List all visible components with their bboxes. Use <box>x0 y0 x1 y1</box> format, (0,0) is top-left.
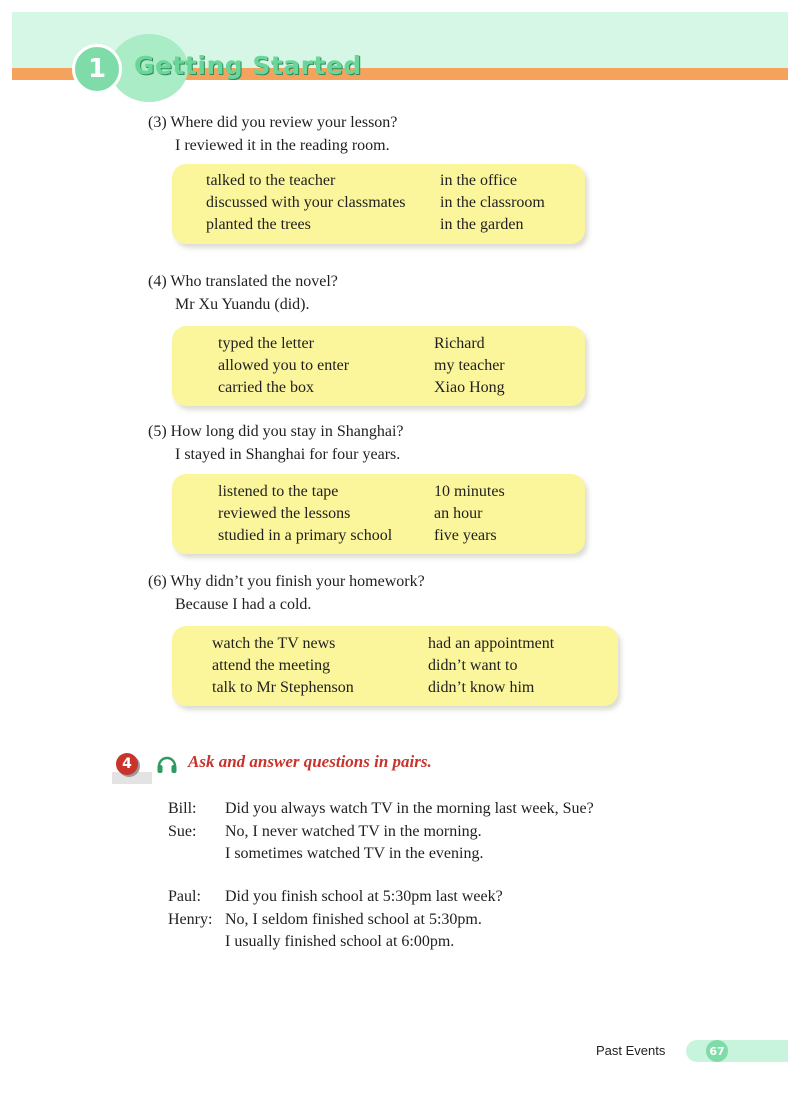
dialog-text: Did you finish school at 5:30pm last week? <box>225 888 503 905</box>
exercise-number-badge: 4 <box>116 753 138 775</box>
footer-unit-label: Past Events <box>596 1043 666 1058</box>
phrase-cell: Richard <box>434 335 485 352</box>
phrase-cell: allowed you to enter <box>218 357 350 374</box>
speaker: Bill: <box>168 800 197 817</box>
phrase-cell: in the garden <box>440 216 524 233</box>
headphones-icon <box>156 753 178 775</box>
phrase-cell: didn’t know him <box>428 679 535 696</box>
speaker: Henry: <box>168 910 213 928</box>
question-text: (6) Why didn’t you finish your homework? <box>148 573 425 590</box>
phrase-cell: typed the letter <box>218 335 314 352</box>
question-text: (5) How long did you stay in Shanghai? <box>148 423 404 440</box>
phrase-cell: watch the TV news <box>212 635 336 652</box>
phrase-cell: my teacher <box>434 357 505 374</box>
answer-text: Because I had a cold. <box>175 596 312 613</box>
substitution-box-4 <box>172 326 585 406</box>
question-6 <box>148 570 425 616</box>
dialog-text: No, I never watched TV in the morning. <box>225 822 482 840</box>
phrase-cell: discussed with your classmates <box>206 194 406 211</box>
question-text: (4) Who translated the novel? <box>148 273 338 290</box>
page-number: 67 <box>706 1040 728 1062</box>
dialog-text: I usually finished school at 6:00pm. <box>225 933 455 950</box>
phrase-cell: didn’t want to <box>428 657 518 674</box>
substitution-box-6 <box>172 626 618 706</box>
phrase-cell: 10 minutes <box>434 483 505 500</box>
dialog-text: Did you always watch TV in the morning last week, Sue? <box>225 800 594 817</box>
phrase-cell: studied in a primary school <box>218 527 393 544</box>
substitution-box-3 <box>172 164 585 244</box>
phrase-cell: planted the trees <box>206 216 311 233</box>
exercise-title: Ask and answer questions in pairs. <box>188 752 432 771</box>
speaker: Paul: <box>168 888 201 905</box>
question-5 <box>148 420 404 466</box>
phrase-cell: talk to Mr Stephenson <box>212 679 354 696</box>
section-title: Getting Started <box>134 51 362 80</box>
dialog-text: No, I seldom finished school at 5:30pm. <box>225 910 482 928</box>
answer-text: Mr Xu Yuandu (did). <box>175 296 310 313</box>
phrase-cell: carried the box <box>218 379 314 396</box>
phrase-cell: reviewed the lessons <box>218 505 351 522</box>
phrase-cell: attend the meeting <box>212 657 331 674</box>
phrase-cell: five years <box>434 527 497 544</box>
speaker: Sue: <box>168 822 197 840</box>
question-text: (3) Where did you review your lesson? <box>148 114 398 131</box>
phrase-cell: talked to the teacher <box>206 172 336 189</box>
phrase-cell: in the classroom <box>440 194 545 211</box>
substitution-box-5 <box>172 474 585 554</box>
phrase-cell: listened to the tape <box>218 483 339 500</box>
section-number-badge: 1 <box>72 44 122 94</box>
phrase-cell: in the office <box>440 172 518 189</box>
dialog-text: I sometimes watched TV in the evening. <box>225 845 484 862</box>
footer-band <box>686 1040 788 1062</box>
answer-text: I reviewed it in the reading room. <box>175 137 390 154</box>
phrase-cell: Xiao Hong <box>434 379 505 396</box>
phrase-cell: had an appointment <box>428 635 555 652</box>
phrase-cell: an hour <box>434 505 483 522</box>
question-4 <box>148 270 338 316</box>
question-3 <box>148 111 397 157</box>
answer-text: I stayed in Shanghai for four years. <box>175 446 401 463</box>
